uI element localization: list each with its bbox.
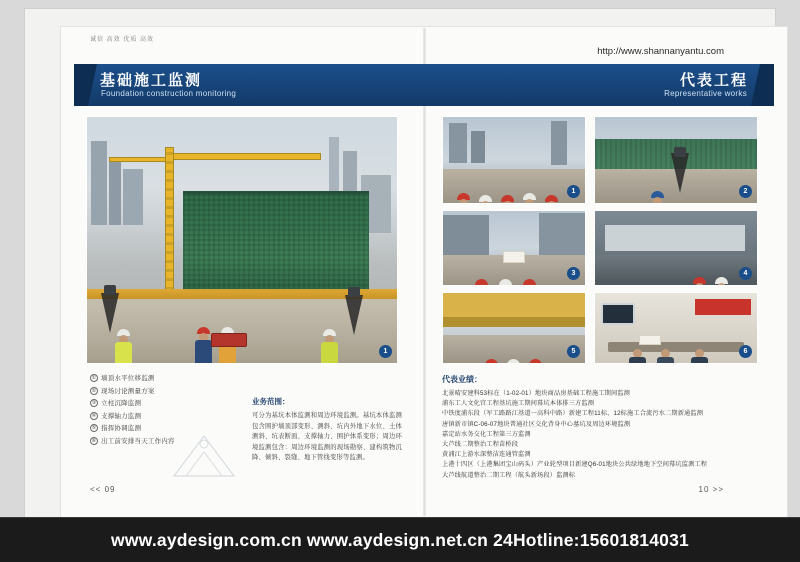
legend-number: ⑥ [91, 437, 97, 444]
list-item [90, 387, 240, 397]
photo-monitor [601, 303, 635, 325]
banner-right-title-en: Representative works [664, 89, 747, 98]
photo-badge: 6 [739, 345, 752, 358]
list-item [90, 412, 240, 422]
photo-crane-mast [165, 147, 174, 297]
header-website-url[interactable]: http://www.shannanyantu.com [597, 46, 724, 57]
business-scope-body: 可分为基坑本体监测和周边环境监测。基坑本体监测包含围护墙顶部变形、测斜、坑内外地下水位、土体测斜、坑表断面、支撑轴力、围护体系变形；周边环境监测包含：周边环境监测的现场勘察、建构筑物沉降、倾斜、裂缝、地下管线变形等监测。 [252, 412, 402, 461]
list-item [90, 399, 240, 409]
decorative-watermark-icon [164, 426, 244, 486]
photo-badge: 2 [739, 185, 752, 198]
banner-title-en: Foundation construction monitoring [101, 89, 237, 98]
photo-document [503, 251, 525, 263]
banner-title-cn: 基础施工监测 [100, 72, 203, 89]
legend-label: 现场讨论测量方案 [101, 387, 155, 395]
photo-badge: 3 [567, 267, 580, 280]
section-banner [74, 64, 774, 106]
legend-label: 墙顶水平位移监测 [101, 375, 155, 382]
photo-crane-jib [171, 153, 321, 160]
footer-contact-text[interactable]: www.aydesign.com.cn www.aydesign.net.cn 24Hotline:15601814031 [111, 529, 689, 550]
photo-badge: 1 [567, 185, 580, 198]
works-line: 中铁度浦东段（军工路路江基道一高科中路）新建工程11标、12标施工合流污水二期新通监测 [442, 410, 704, 418]
works-line: 嘉定站水务交化工程第三方监测 [442, 430, 531, 438]
photo-team-group[interactable] [442, 116, 586, 204]
photo-badge: 1 [379, 345, 392, 358]
photo-construction-site-main[interactable] [86, 116, 398, 364]
legend-number: ③ [91, 400, 97, 406]
legend-label: 指挥协调监测 [101, 425, 142, 432]
legend-number: ⑤ [91, 425, 97, 431]
business-scope-title: 业务范围： [252, 397, 290, 406]
photo-equipment-case [211, 333, 247, 347]
legend-label: 立柱沉降监测 [101, 400, 142, 407]
works-line: 黄浦江上游水深整洁连通管监测 [442, 451, 531, 459]
photo-table [608, 342, 744, 352]
header-slogan: 诚信 高效 优质 高效 [90, 37, 155, 43]
list-item [90, 374, 240, 384]
works-line: 上港十四区（上港集团宝山码头）产业轮型项目新建Q6-01地块公共绿地地下空间幕坑监测工程 [442, 461, 708, 469]
photo-document [639, 335, 661, 345]
photo-total-station-right [348, 287, 360, 297]
page-sheet [24, 8, 776, 518]
legend-number: ① [91, 375, 97, 381]
legend-label: 出工前安排当天工作内容 [101, 437, 175, 445]
photo-tripod-left [101, 293, 119, 333]
photo-total-station-left [104, 285, 116, 295]
legend-number: ② [91, 387, 97, 394]
representative-works-title: 代表业绩： [442, 375, 482, 384]
business-scope-block [252, 396, 402, 464]
photo-night-site-inspection[interactable] [594, 210, 758, 286]
photo-tripod [671, 153, 689, 193]
photo-indoor-meeting[interactable] [594, 292, 758, 364]
footer-bar [0, 518, 800, 562]
photo-badge: 4 [739, 267, 752, 280]
photo-total-station [674, 147, 686, 157]
banner-right-title-cn: 代表工程 [679, 72, 748, 89]
banner-left-notch [88, 64, 97, 106]
banner-left-tab [74, 64, 88, 106]
page-number-left: << 09 [90, 485, 116, 494]
photo-wall-banner [695, 299, 751, 315]
works-line: 大芦线航道整治二期工程（航头新场段）监测标 [442, 471, 576, 479]
photo-briefing-outdoor[interactable] [442, 210, 586, 286]
photo-tripod-right [345, 295, 363, 335]
representative-works-block [442, 374, 760, 481]
banner-right-tab [760, 64, 774, 106]
banner-right-notch [751, 64, 760, 106]
photo-badge: 5 [567, 345, 580, 358]
works-line: 唐镇新市镇C-06-07地块普通社区交化背身中心墓坑及周边环境监测 [442, 420, 631, 428]
photo-crane-counter-jib [109, 157, 169, 162]
photo-ground [595, 255, 757, 285]
works-line: 浦东工人文化宫工程基坑施工期间幕坑本体排三方监测 [442, 400, 595, 408]
works-line: 北景晴安建科53标在（1-02-01）地块商品房基础工程施工期间监测 [442, 390, 630, 397]
works-line: 大芦线二期整治工程苗桥段 [442, 441, 519, 449]
legend-number: ④ [91, 412, 97, 419]
photo-strut-axial-force-monitoring[interactable] [442, 292, 586, 364]
legend-label: 支撑轴力监测 [101, 412, 142, 420]
photo-surveyor-total-station[interactable] [594, 116, 758, 204]
photo-green-safety-net [183, 191, 369, 301]
page-number-right: 10 >> [698, 485, 724, 494]
